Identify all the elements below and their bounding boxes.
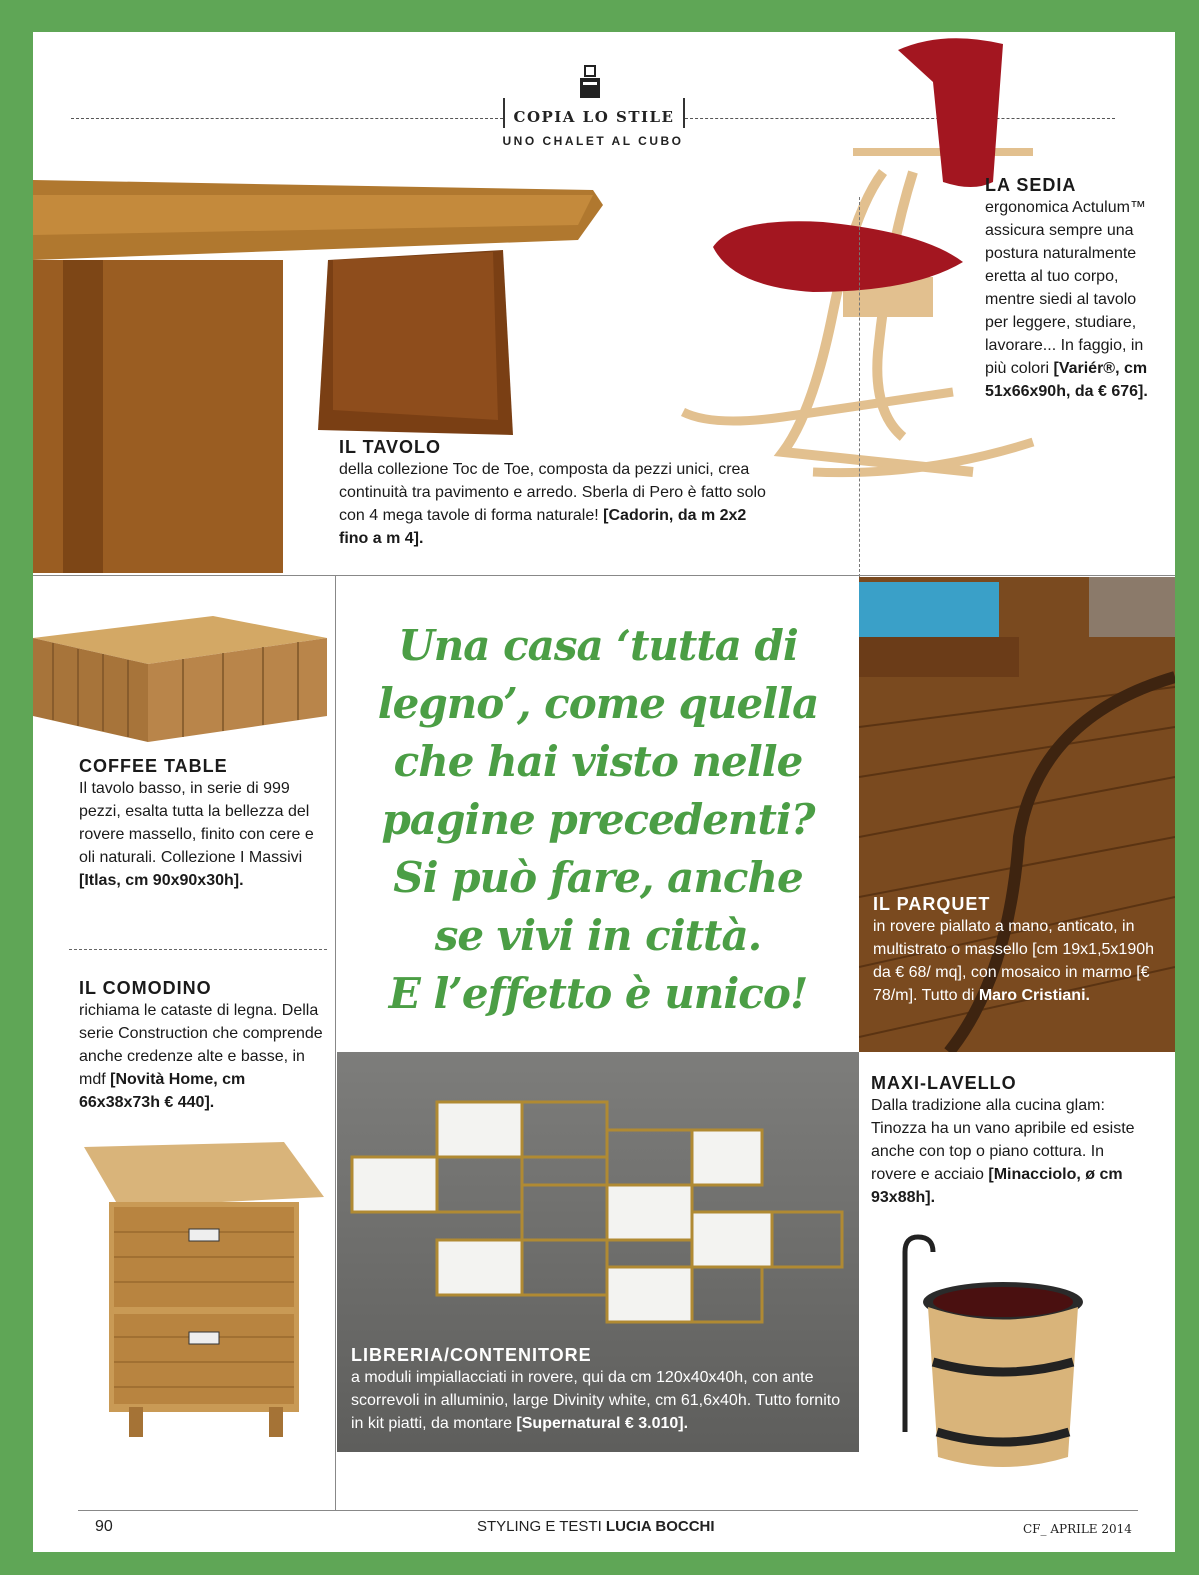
parquet-title: IL PARQUET	[873, 894, 991, 914]
section-subtitle: UNO CHALET AL CUBO	[502, 134, 684, 148]
quote-line: che hai visto nelle	[393, 737, 803, 786]
column-divider-left	[335, 575, 336, 1510]
quote-line: E l’effetto è unico!	[388, 969, 808, 1018]
styling-credit	[477, 1518, 715, 1535]
coffee-body: Il tavolo basso, in serie di 999 pezzi, esalta tutta la bellezza del rovere massello, finito con cere e oli naturali. Collezione I Massivi	[79, 780, 314, 866]
lavello-body: Dalla tradizione alla cucina glam: Tinozza ha un vano apribile ed esiste anche con top o piano cottura. In rovere e acciaio	[871, 1097, 1135, 1183]
quote-text	[337, 577, 859, 1023]
comodino-caption	[79, 977, 329, 1114]
comodino-body: richiama le cataste di legna. Della serie Construction che comprende anche credenze alte e basse, in mdf	[79, 1002, 323, 1088]
quote-line: Si può fare, anche	[393, 853, 803, 902]
parquet-photo	[859, 577, 1175, 1052]
tub-sink-photo	[893, 1232, 1083, 1472]
coffee-text	[79, 777, 329, 892]
section-title: COPIA LO STILE	[513, 108, 675, 126]
parquet-body: in rovere piallato a mano, anticato, in multistrato o massello [cm 19x1,5x190h da € 68/ mq], con mosaico in marmo [€ 78/m]. Tutto di	[873, 918, 1155, 1004]
sedia-caption	[985, 174, 1160, 403]
sedia-credit: [Variér®, cm 51x66x90h, da € 676].	[985, 360, 1148, 400]
libreria-title: LIBRERIA/CONTENITORE	[351, 1345, 592, 1365]
coffee-caption	[79, 755, 329, 892]
divider-comodino	[69, 949, 327, 950]
quote-line: Una casa ‘tutta di	[398, 621, 798, 670]
coffee-credit: [Itlas, cm 90x90x30h].	[79, 872, 244, 889]
parquet-credit: Maro Cristiani.	[978, 987, 1090, 1004]
coffee-title: COFFEE TABLE	[79, 756, 228, 776]
lavello-title: MAXI-LAVELLO	[871, 1073, 1017, 1093]
lavello-credit: [Minacciolo, ø cm 93x88h].	[871, 1166, 1123, 1206]
header-rule-left	[71, 118, 503, 119]
sedia-body: ergonomica Actulum™ assicura sempre una postura naturalmente eretta al tuo corpo, mentre siedi al tavolo per leggere, studiare, lavorare... In faggio, in più colori	[985, 199, 1146, 377]
quote-line: legno’, come quella	[377, 679, 819, 728]
styling-name: LUCIA BOCCHI	[605, 1518, 715, 1535]
page-number: 90	[95, 1518, 113, 1535]
coffee-table-photo	[33, 616, 327, 742]
libreria-caption	[351, 1344, 851, 1435]
header-box	[503, 98, 685, 128]
lavello-text	[871, 1094, 1151, 1209]
parquet-caption	[873, 893, 1163, 1007]
footer-rule	[78, 1510, 1138, 1511]
sedia-title: LA SEDIA	[985, 175, 1077, 195]
pull-quote	[337, 577, 859, 1052]
libreria-credit: [Supernatural € 3.010].	[516, 1415, 689, 1432]
nightstand-photo	[79, 1142, 324, 1437]
magazine-page	[33, 32, 1175, 1552]
tavolo-title: IL TAVOLO	[339, 437, 441, 457]
divider-sedia	[859, 197, 860, 577]
parquet-text	[873, 915, 1163, 1007]
comodino-text	[79, 999, 329, 1114]
sedia-text	[985, 196, 1160, 403]
comodino-title: IL COMODINO	[79, 978, 212, 998]
lavello-caption	[871, 1072, 1151, 1209]
comodino-credit: [Novità Home, cm 66x38x73h € 440].	[79, 1071, 246, 1111]
libreria-body: a moduli impiallacciati in rovere, qui da cm 120x40x40h, con ante scorrevoli in alluminio, large Divinity white, cm 61,6x40h. Tutto fornito in kit piatti, da montare	[351, 1369, 841, 1432]
styling-prefix: STYLING E TESTI	[477, 1518, 606, 1535]
libreria-text	[351, 1366, 851, 1435]
row-divider	[33, 575, 1175, 576]
quote-line: se vivi in città.	[434, 911, 762, 960]
bookcase-photo	[337, 1052, 859, 1452]
quote-line: pagine precedenti?	[381, 795, 815, 844]
issue-label: CF_ APRILE 2014	[1023, 1522, 1132, 1536]
tavolo-credit: [Cadorin, da m 2x2 fino a m 4].	[339, 507, 747, 547]
tavolo-body: della collezione Toc de Toe, composta da pezzi unici, crea continuità tra pavimento e arredo. Sberla di Pero è fatto solo con 4 mega tavole di forma naturale!	[339, 461, 766, 524]
